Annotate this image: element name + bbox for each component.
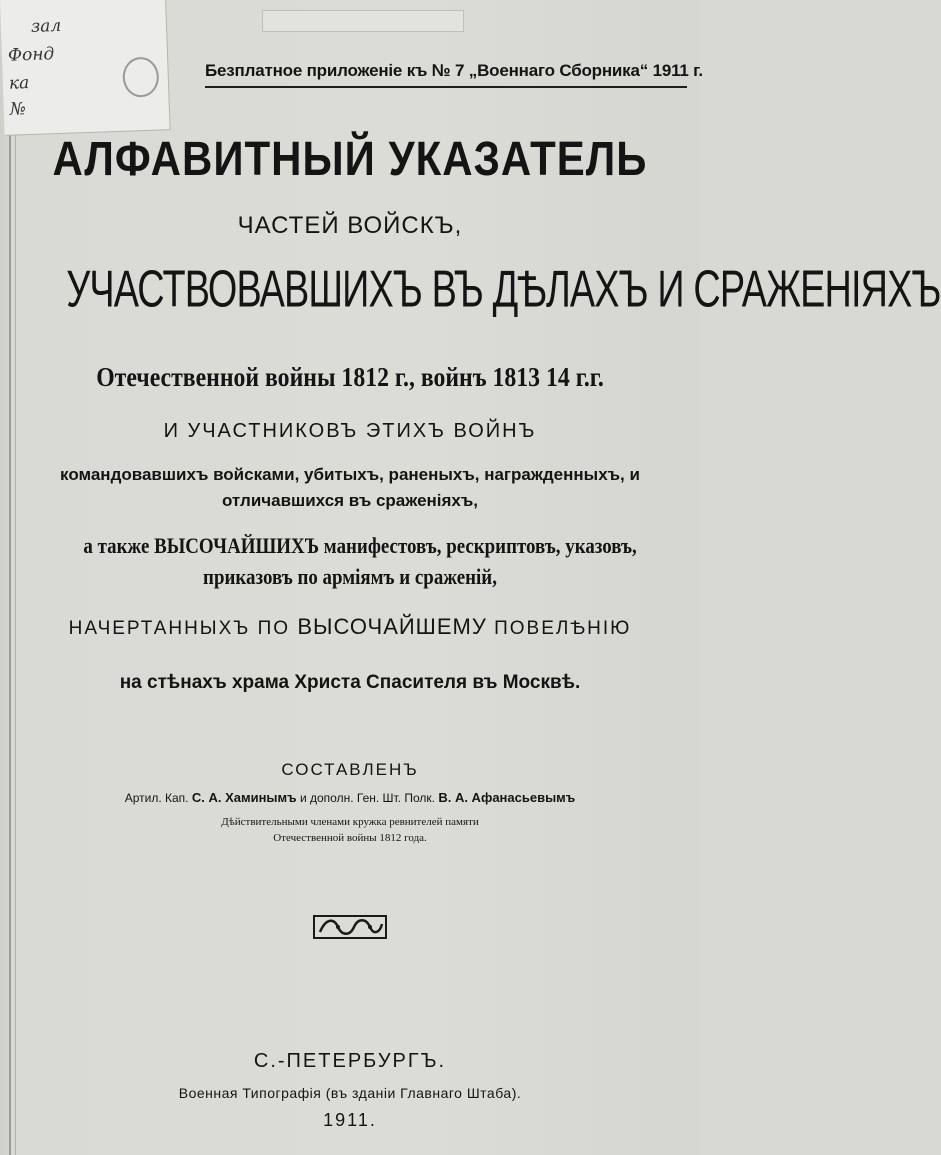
subtitle-battles: УЧАСТВОВАВШИХЪ ВЪ ДѢЛАХЪ И СРАЖЕНІЯХЪ xyxy=(66,260,941,319)
sticker-line: зал xyxy=(30,15,62,37)
author-rank-2: и дополн. Ген. Шт. Полк. xyxy=(296,791,439,805)
imprint-city: С.-ПЕТЕРБУРГЪ. xyxy=(253,1050,447,1072)
members-line-2: Отечественной войны 1812 года. xyxy=(273,832,427,844)
participants-line: И УЧАСТНИКОВЪ ЭТИХЪ ВОЙНЪ xyxy=(163,420,537,442)
binding-edge xyxy=(9,0,11,1155)
temple-walls-line: на стѣнахъ храма Христа Спасителя въ Москвѣ. xyxy=(119,672,581,693)
compiled-by: СОСТАВЛЕНЪ xyxy=(281,760,419,779)
members-text xyxy=(40,814,660,846)
members-line-1: Дѣйствительными членами кружка ревнителей памяти xyxy=(221,816,479,828)
inscribed-part-b: ВЫСОЧАЙШЕМУ xyxy=(297,614,487,639)
inscribed-part-c: ПОВЕЛѢНІЮ xyxy=(486,618,632,639)
imprint-year: 1911. xyxy=(323,1110,377,1130)
sticker-line: Фонд xyxy=(7,44,55,66)
commanders-line-1: командовавшихъ войсками, убитыхъ, раненыхъ, награжденныхъ, и xyxy=(60,465,640,484)
war-years: Отечественной войны 1812 г., войнъ 1813 14 г.г. xyxy=(96,362,604,392)
stamp-icon xyxy=(122,57,159,98)
manifestos-line-2: приказовъ по арміямъ и сраженій, xyxy=(203,564,497,589)
author-rank-1: Артил. Кап. xyxy=(124,791,192,805)
authors-line xyxy=(40,790,660,805)
manifestos-text xyxy=(83,530,637,592)
manifestos-line-1: а также ВЫСОЧАЙШИХЪ манифестовъ, рескриптовъ, указовъ, xyxy=(83,533,637,558)
inscribed-line xyxy=(40,614,660,640)
page-title: АЛФАВИТНЫЙ УКАЗАТЕЛЬ xyxy=(52,131,648,186)
commanders-line-2: отличавшихся въ сраженіяхъ, xyxy=(221,491,479,510)
binding-edge-inner xyxy=(15,0,16,1155)
author-name-2: В. А. Афанасьевымъ xyxy=(438,790,576,805)
library-sticker xyxy=(0,0,170,135)
ornament-icon xyxy=(312,912,388,942)
subtitle-parts: ЧАСТЕЙ ВОЙСКЪ, xyxy=(237,212,463,239)
sticker-line: ка xyxy=(8,73,30,94)
author-name-1: С. А. Хаминымъ xyxy=(191,790,297,805)
top-label-strip xyxy=(262,10,464,32)
inscribed-part-a: НАЧЕРТАННЫХЪ ПО xyxy=(68,618,298,639)
sticker-line: № xyxy=(9,99,27,120)
imprint-press: Военная Типографія (въ зданіи Главнаго Штаба). xyxy=(178,1085,522,1101)
supplement-header: Безплатное приложеніе къ № 7 „Военнаго Сборника“ 1911 г. xyxy=(205,58,687,88)
commanders-text xyxy=(40,462,660,514)
